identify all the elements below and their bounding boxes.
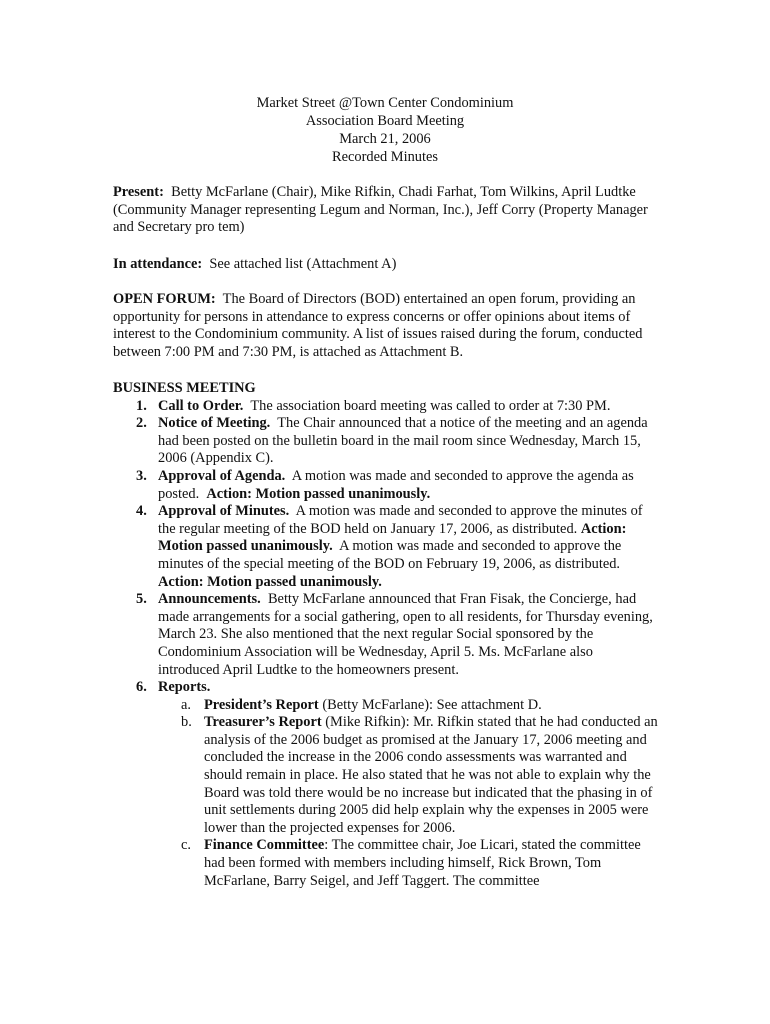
report-title: Finance Committee: [204, 837, 325, 854]
item-number: 2.: [136, 415, 147, 432]
item-text: Betty McFarlane announced that Fran Fisak, the Concierge, had made arrangements for a social gathering, open to all residents, for Thursday evening, March 23. She also mentioned that the next regular Social sponsored by the Condominium Association will be Wednesday, April 5. Ms. McFarlane also introduced April Ludtke to the homeowners present.: [158, 591, 653, 678]
report-item: [113, 837, 658, 890]
header-title: Market Street @Town Center Condominium: [256, 95, 514, 111]
item-number: 6.: [136, 679, 147, 696]
attendance-paragraph: [113, 256, 658, 274]
report-title: Treasurer’s Report: [204, 714, 322, 731]
business-heading: BUSINESS MEETING: [113, 380, 256, 396]
item-title: Call to Order.: [158, 397, 244, 414]
report-letter: c.: [181, 837, 191, 854]
item-title: Approval of Agenda.: [158, 467, 286, 484]
open-forum-paragraph: [113, 291, 658, 361]
item-action-2: Action: Motion passed unanimously.: [158, 573, 382, 590]
item-action: Action: Motion passed unanimously.: [206, 485, 431, 502]
list-item: [113, 503, 658, 591]
item-action: Action: Motion passed unanimously.: [158, 520, 627, 555]
report-text: (Betty McFarlane): See attachment D.: [322, 696, 542, 713]
list-item: [113, 468, 658, 503]
report-text: : The committee chair, Joe Licari, stated the committee had been formed with members including himself, Rick Brown, Tom McFarlane, Barry Seigel, and Jeff Taggert. The committee: [204, 837, 641, 889]
list-item: [113, 415, 658, 468]
header-date: March 21, 2006: [339, 131, 431, 147]
item-title: Approval of Minutes.: [158, 503, 290, 520]
open-forum-text: The Board of Directors (BOD) entertained an open forum, providing an opportunity for persons in attendance to express concerns or offer opinions about items of interest to the Condominium community. A list of issues raised during the forum, conducted between 7:00 PM and 7:30 PM, is attached as Attachment B.: [113, 291, 643, 360]
item-number: 3.: [136, 467, 147, 484]
item-text: The association board meeting was called to order at 7:30 PM.: [250, 397, 611, 414]
item-text: A motion was made and seconded to approve the agenda as posted.: [158, 467, 634, 502]
attendance-label: In attendance:: [113, 256, 203, 272]
item-number: 5.: [136, 591, 147, 608]
present-label: Present:: [113, 184, 164, 200]
list-item: [113, 591, 658, 679]
present-text: Betty McFarlane (Chair), Mike Rifkin, Chadi Farhat, Tom Wilkins, April Ludtke (Community Manager representing Legum and Norman, Inc.), Jeff Corry (Property Manager and Secretary pro tem): [113, 184, 648, 236]
item-title: Announcements.: [158, 591, 261, 608]
present-paragraph: [113, 184, 658, 237]
report-item: [113, 697, 658, 715]
report-letter: a.: [181, 696, 191, 713]
item-text: The Chair announced that a notice of the meeting and an agenda had been posted on the bulletin board in the mail room since Wednesday, March 15, 2006 (Appendix C).: [158, 415, 648, 467]
item-title: Notice of Meeting.: [158, 415, 271, 432]
item-title: Reports.: [158, 679, 211, 696]
header-doc-type: Recorded Minutes: [332, 149, 438, 165]
item-number: 1.: [136, 397, 147, 414]
list-item: [113, 679, 658, 697]
document-header: [0, 94, 770, 166]
business-meeting-section: [113, 380, 658, 890]
report-item: [113, 714, 658, 837]
report-letter: b.: [181, 714, 192, 731]
item-number: 4.: [136, 503, 147, 520]
header-subtitle: Association Board Meeting: [305, 113, 465, 129]
item-text: A motion was made and seconded to approve the minutes of the regular meeting of the BOD held on January 17, 2006, as distributed.: [158, 503, 643, 537]
report-title: President’s Report: [204, 696, 319, 713]
list-item: [113, 398, 658, 416]
report-text: (Mike Rifkin): Mr. Rifkin stated that he had conducted an analysis of the 2006 budget as promised at the January 17, 2006 meeting and concluded the increase in the 2006 condo assessments was warranted and should remain in place. He also stated that he was not able to explain why the Board was told there would be no increase but indicated that the phasing in of unit settlements during 2005 did help explain why the expenses in 2005 were lower than the projected expenses for 2006.: [204, 714, 658, 836]
item-text-2: A motion was made and seconded to approve the minutes of the special meeting of the BOD on February 19, 2006, as distributed.: [158, 538, 622, 572]
attendance-text: See attached list (Attachment A): [209, 256, 397, 272]
open-forum-label: OPEN FORUM:: [113, 291, 216, 307]
